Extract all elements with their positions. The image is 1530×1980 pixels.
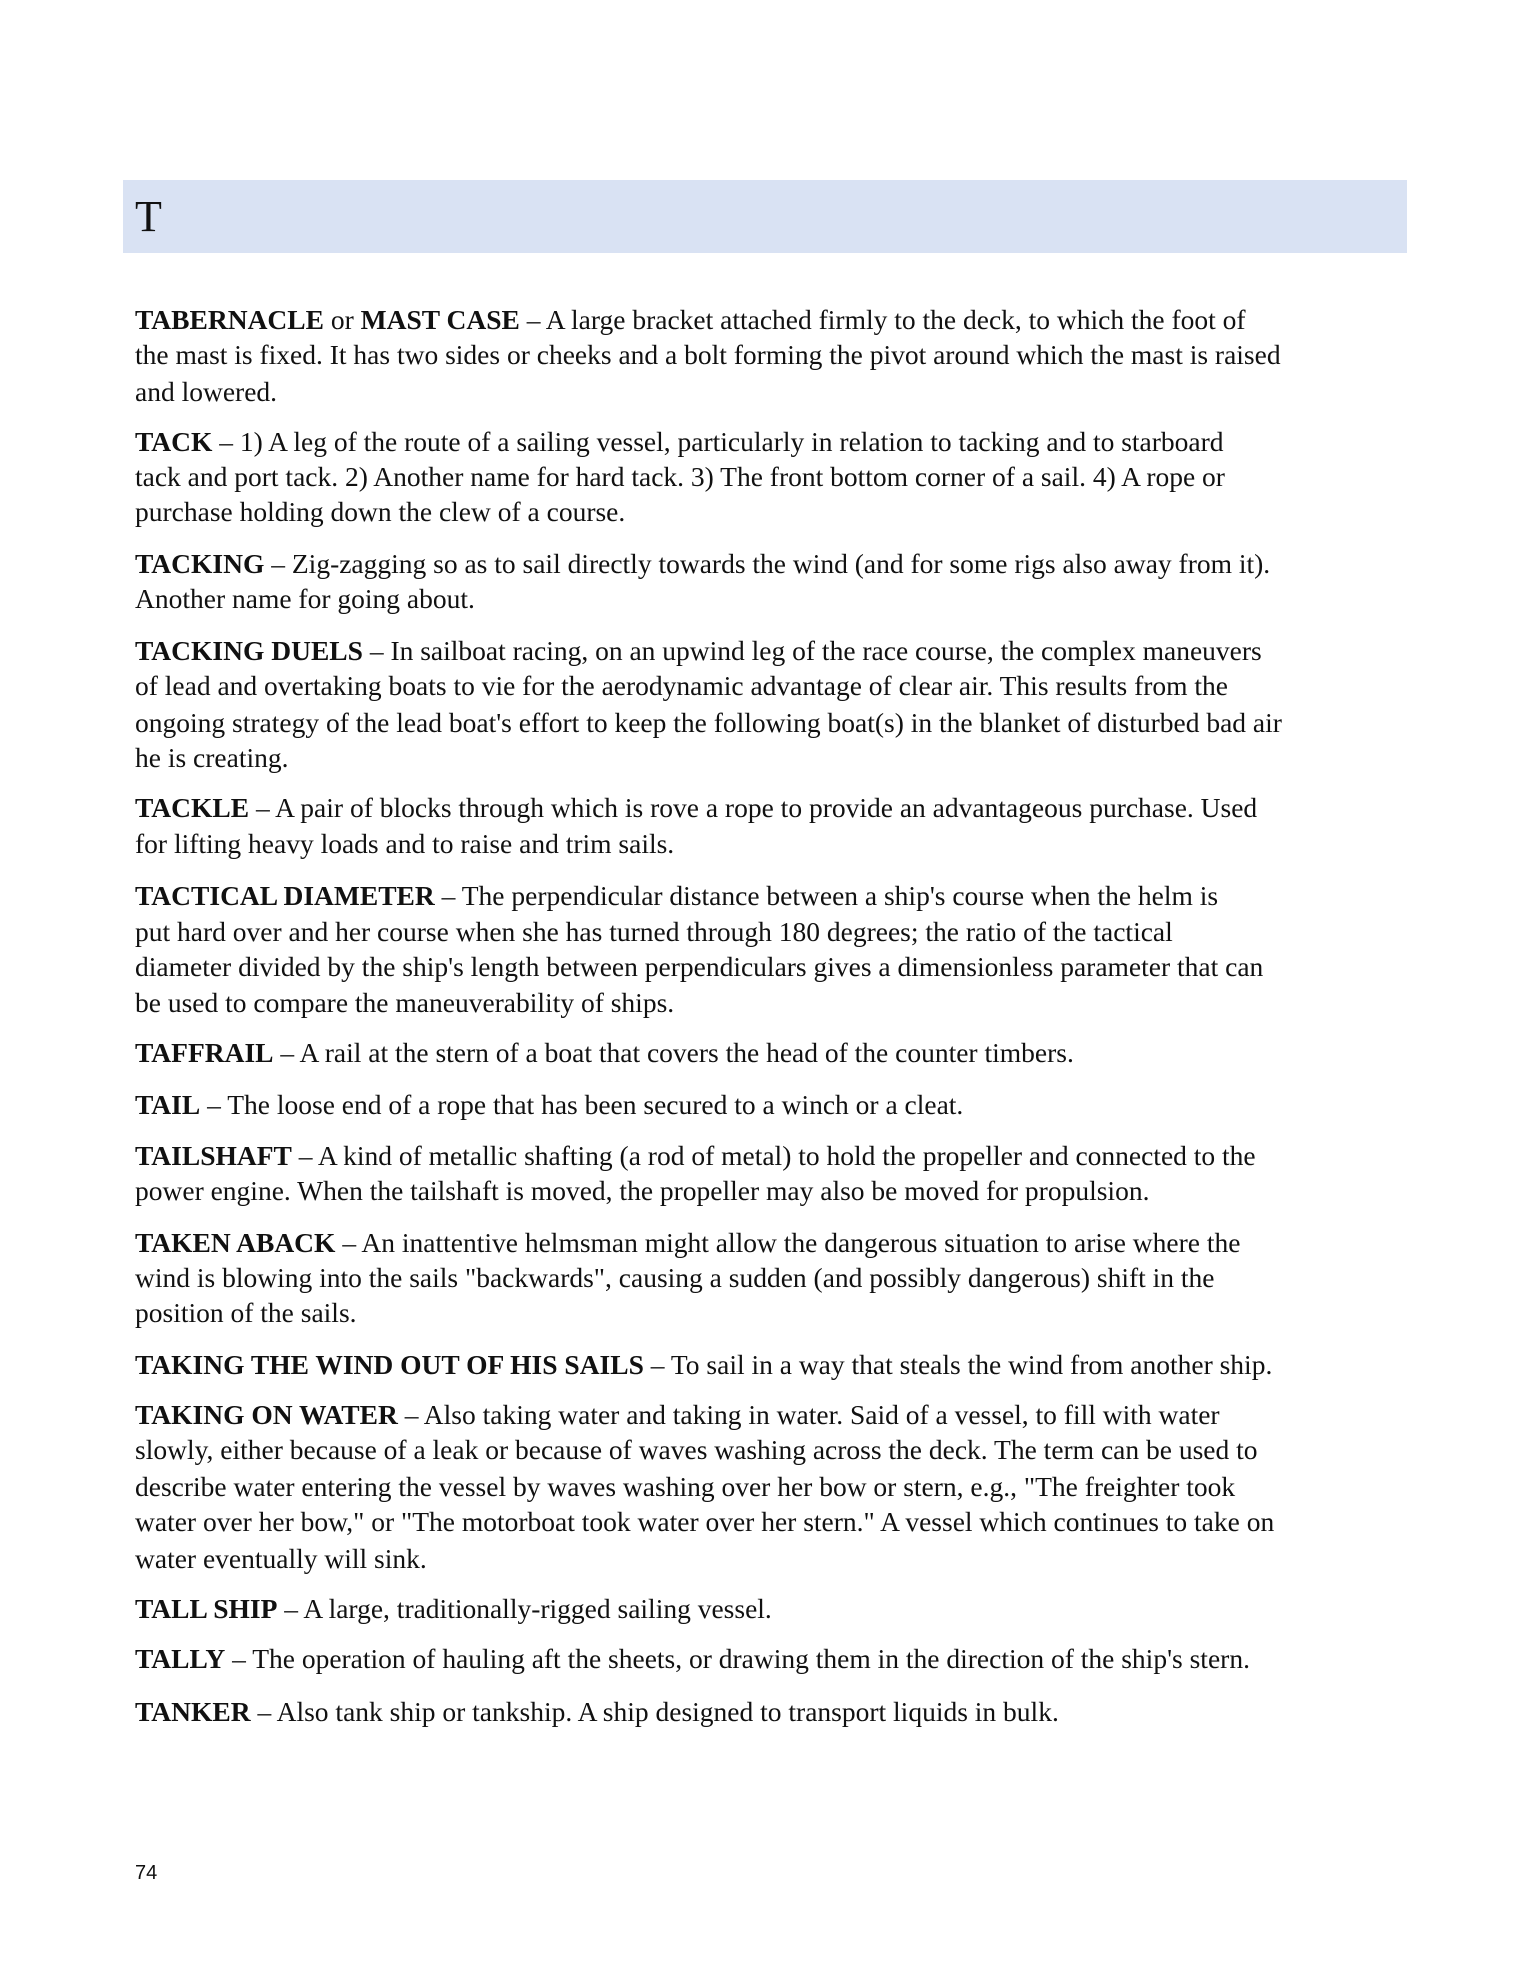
entry-definition-line: describe water entering the vessel by waves washing over her bow or stern, e.g., "The freighter took — [135, 1471, 1236, 1502]
entry-term: TABERNACLE — [135, 304, 324, 335]
entry-term: TAILSHAFT — [135, 1140, 292, 1171]
glossary-entry-tabernacle — [135, 302, 1246, 338]
entry-definition-line: Another name for going about. — [135, 583, 475, 614]
entry-definition: – Also tank ship or tankship. A ship designed to transport liquids in bulk. — [250, 1696, 1059, 1727]
entry-definition-line: water eventually will sink. — [135, 1543, 427, 1574]
entry-definition-line: diameter divided by the ship's length between perpendiculars gives a dimensionless parameter that can — [135, 951, 1264, 982]
page-number: 74 — [135, 1862, 158, 1884]
entry-definition-line: water over her bow," or "The motorboat took water over her stern." A vessel which continues to take on — [135, 1506, 1275, 1537]
section-header-band — [123, 180, 1407, 253]
entry-definition-line: position of the sails. — [135, 1297, 357, 1328]
entry-term: TACK — [135, 426, 213, 457]
glossary-entry-tackle — [135, 790, 1257, 826]
glossary-entry-tailshaft — [135, 1138, 1256, 1174]
glossary-entry-tack — [135, 424, 1224, 460]
entry-definition-line: be used to compare the maneuverability of ships. — [135, 987, 675, 1018]
entry-term: TACKLE — [135, 792, 250, 823]
entry-definition-line: for lifting heavy loads and to raise and trim sails. — [135, 828, 675, 859]
glossary-entry-tail — [135, 1087, 963, 1123]
entry-definition: – The loose end of a rope that has been secured to a winch or a cleat. — [200, 1089, 964, 1120]
entry-definition-line: tack and port tack. 2) Another name for hard tack. 3) The front bottom corner of a sail. 4) A rope or — [135, 461, 1225, 492]
entry-definition-line: he is creating. — [135, 742, 289, 773]
entry-term: TACKING DUELS — [135, 635, 363, 666]
entry-definition-line: ongoing strategy of the lead boat's effort to keep the following boat(s) in the blanket of disturbed bad air — [135, 707, 1282, 738]
glossary-entry-tally — [135, 1641, 1250, 1677]
section-letter: T — [135, 192, 162, 241]
entry-definition: – A large, traditionally-rigged sailing vessel. — [277, 1593, 772, 1624]
entry-term: TAKING THE WIND OUT OF HIS SAILS — [135, 1349, 644, 1380]
entry-alt-term: MAST CASE — [360, 304, 520, 335]
entry-definition-line: wind is blowing into the sails "backwards", causing a sudden (and possibly dangerous) shift in the — [135, 1262, 1215, 1293]
entry-definition: – A rail at the stern of a boat that covers the head of the counter timbers. — [273, 1037, 1074, 1068]
glossary-entry-tactical-diameter — [135, 878, 1218, 914]
entry-definition: – The perpendicular distance between a ship's course when the helm is — [434, 880, 1219, 911]
entry-term: TACKING — [135, 548, 265, 579]
glossary-entry-tacking — [135, 546, 1270, 582]
entry-term: TAKEN ABACK — [135, 1227, 336, 1258]
entry-definition: – Zig-zagging so as to sail directly towards the wind (and for some rigs also away from it). — [264, 548, 1271, 579]
glossary-entry-taking-on-water — [135, 1397, 1220, 1433]
entry-term: TAIL — [135, 1089, 201, 1120]
entry-definition: – In sailboat racing, on an upwind leg of the race course, the complex maneuvers — [362, 635, 1262, 666]
entry-definition-line: of lead and overtaking boats to vie for the aerodynamic advantage of clear air. This results from the — [135, 670, 1228, 701]
glossary-entry-tacking-duels — [135, 633, 1262, 669]
glossary-entry-taffrail — [135, 1035, 1074, 1071]
entry-definition: – Also taking water and taking in water. Said of a vessel, to fill with water — [397, 1399, 1220, 1430]
entry-definition-line: purchase holding down the clew of a course. — [135, 496, 626, 527]
glossary-entry-taken-aback — [135, 1225, 1240, 1261]
glossary-entry-tall-ship — [135, 1591, 772, 1627]
entry-definition: – To sail in a way that steals the wind from another ship. — [643, 1349, 1273, 1380]
entry-connector: or — [323, 304, 361, 335]
entry-definition: – The operation of hauling aft the sheets, or drawing them in the direction of the ship's stern. — [225, 1643, 1250, 1674]
entry-term: TALLY — [135, 1643, 226, 1674]
entry-definition: – 1) A leg of the route of a sailing vessel, particularly in relation to tacking and to starboard — [212, 426, 1224, 457]
entry-term: TAFFRAIL — [135, 1037, 274, 1068]
entry-definition: – A pair of blocks through which is rove a rope to provide an advantageous purchase. Used — [249, 792, 1258, 823]
entry-term: TACTICAL DIAMETER — [135, 880, 435, 911]
entry-definition: – An inattentive helmsman might allow the dangerous situation to arise where the — [335, 1227, 1241, 1258]
entry-definition: – A large bracket attached firmly to the deck, to which the foot of — [519, 304, 1246, 335]
entry-definition-line: slowly, either because of a leak or because of waves washing across the deck. The term can be used to — [135, 1434, 1258, 1465]
entry-term: TALL SHIP — [135, 1593, 278, 1624]
entry-definition: – A kind of metallic shafting (a rod of metal) to hold the propeller and connected to the — [291, 1140, 1256, 1171]
entry-definition-line: put hard over and her course when she has turned through 180 degrees; the ratio of the tactical — [135, 916, 1173, 947]
entry-term: TAKING ON WATER — [135, 1399, 398, 1430]
glossary-entry-tanker — [135, 1694, 1059, 1730]
entry-definition-line: the mast is fixed. It has two sides or cheeks and a bolt forming the pivot around which the mast is raised — [135, 339, 1281, 370]
entry-definition-line: and lowered. — [135, 376, 278, 407]
entry-term: TANKER — [135, 1696, 251, 1727]
glossary-entry-taking-the-wind-out — [135, 1347, 1272, 1383]
entry-definition-line: power engine. When the tailshaft is moved, the propeller may also be moved for propulsion. — [135, 1175, 1150, 1206]
